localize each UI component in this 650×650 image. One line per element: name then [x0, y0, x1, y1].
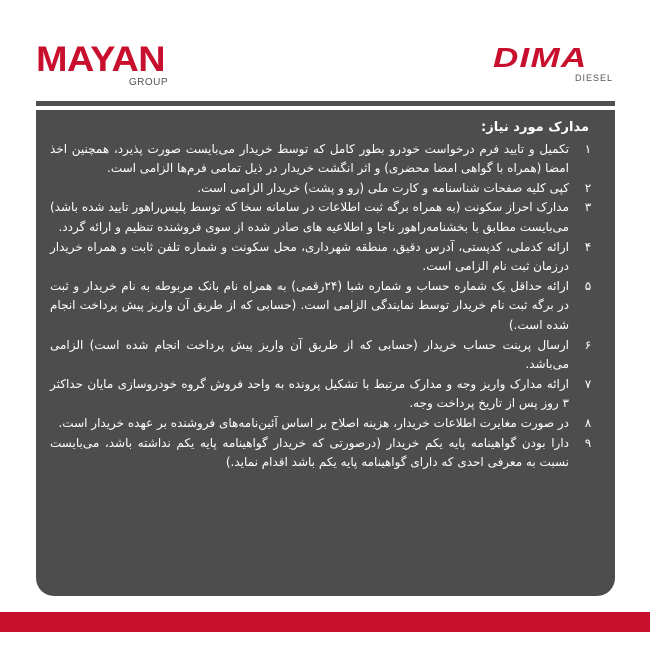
item-text: دارا بودن گواهینامه پایه یکم خریدار (درصورتی که خریدار گواهینامه پایه یکم نداشته باشد، می‌بایست نسبت به معرفی احدی که دارای گواهینامه پایه یکم باشد اقدام نماید.) [50, 435, 569, 470]
dima-logo-sub: DIESEL [574, 73, 613, 83]
dima-logo-word: DIMA [493, 42, 588, 73]
list-item [50, 277, 597, 336]
item-number: ۶ [584, 337, 592, 352]
list-item [50, 238, 597, 277]
list-item [50, 336, 597, 375]
list-item [50, 434, 597, 473]
list-item [50, 179, 597, 199]
item-text: کپی کلیه صفحات شناسنامه و کارت ملی (رو و پشت) خریدار الزامی است. [197, 180, 569, 195]
top-divider [36, 101, 615, 106]
requirements-list [50, 140, 597, 473]
list-item [50, 198, 597, 237]
item-text: ارائه حداقل یک شماره حساب و شماره شبا (۲۴رقمی) به همراه نام بانک مربوطه به نام خریدار و ثبت در برگه ثبت نام خریدار توسط نمایندگی الزامی است. (حسابی که از طریق آن واریز پیش پرداخت انجام شده است.) [50, 278, 569, 332]
item-number: ۱ [584, 141, 592, 156]
item-text: ارائه کدملی، کدپستی، آدرس دقیق، منطقه شهرداری، محل سکونت و شماره تلفن ثابت و همراه خریدار درزمان ثبت نام الزامی است. [50, 239, 569, 274]
item-number: ۴ [584, 239, 592, 254]
requirements-content [50, 118, 597, 473]
list-item [50, 140, 597, 179]
requirements-panel [36, 110, 615, 596]
item-number: ۲ [584, 180, 592, 195]
mayan-group-logo [36, 42, 168, 90]
mayan-logo-word: MAYAN [36, 40, 165, 79]
item-number: ۳ [584, 200, 592, 215]
item-text: مدارک احراز سکونت (به همراه برگه ثبت اطلاعات در سامانه سخا که توسط پلیس‌راهور تایید شده باشد) می‌بایست مطابق با بخشنامه‌راهور ناجا و اطلاعیه های صادر شده از سوی فروشنده تنظیم و ارائه گردد. [49, 200, 569, 234]
item-text: ارائه مدارک واریز وجه و مدارک مرتبط با تشکیل پرونده به واحد فروش گروه خودروسازی مایان حداکثر ۳ روز پس از تاریخ پرداخت وجه. [50, 376, 569, 411]
item-number: ۵ [584, 278, 592, 293]
item-number: ۸ [584, 415, 592, 430]
item-number: ۷ [584, 376, 592, 391]
item-number: ۹ [584, 435, 592, 450]
requirements-heading: مدارک مورد نیاز: [481, 120, 589, 135]
item-text: در صورت مغایرت اطلاعات خریدار، هزینه اصلاح بر اساس آئین‌نامه‌های فروشنده بر عهده خریدار است. [58, 415, 569, 430]
list-item [50, 375, 597, 414]
item-text: تکمیل و تایید فرم درخواست خودرو بطور کامل که توسط خریدار می‌بایست صورت پذیرد، همچنین اخذ امضا (همراه با گواهی امضا محضری) و اثر انگشت خریدار در ذیل تمامی فرم‌ها الزامی است. [50, 141, 569, 176]
list-item [50, 414, 597, 434]
item-text: ارسال پرینت حساب خریدار (حسابی که از طریق آن واریز پیش پرداخت انجام شده است) الزامی می‌باشد. [50, 337, 569, 372]
mayan-logo-sub: GROUP [128, 77, 168, 88]
footer-red-band [0, 612, 650, 632]
dima-diesel-logo [493, 43, 615, 87]
